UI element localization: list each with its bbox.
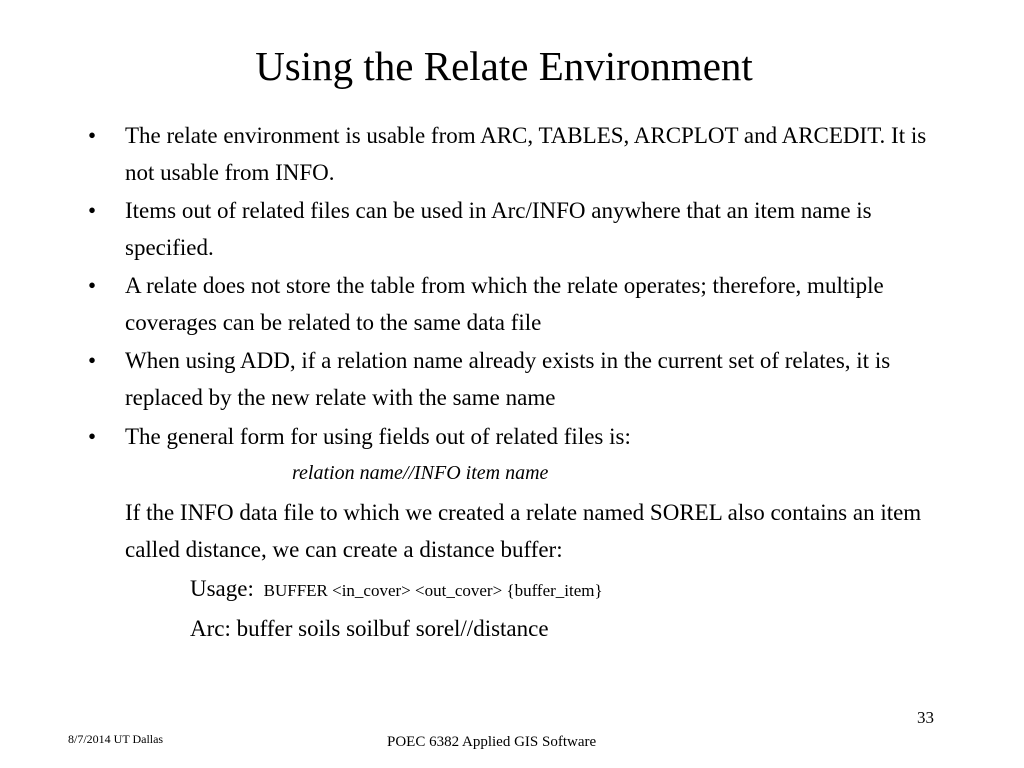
arc-command: Arc: buffer soils soilbuf sorel//distance	[190, 616, 549, 641]
page-number: 33	[917, 708, 934, 727]
bullet-text: Items out of related files can be used in Arc/INFO anywhere that an item name is specified.	[125, 198, 872, 260]
bullet-text: The relate environment is usable from ARC, TABLES, ARCPLOT and ARCEDIT. It is not usable from INFO.	[125, 123, 927, 185]
footer-date: 8/7/2014 UT Dallas	[68, 732, 164, 746]
bullet-item	[88, 418, 955, 455]
footer-course: POEC 6382 Applied GIS Software	[387, 734, 597, 750]
bullet-icon: •	[88, 198, 97, 223]
usage-syntax: BUFFER <in_cover> <out_cover> {buffer_item}	[263, 581, 603, 600]
buffer-explanation: If the INFO data file to which we created a relate named SOREL also contains an item called distance, we can create a distance buffer:	[125, 500, 922, 562]
bullet-icon: •	[88, 424, 97, 449]
bullet-text: The general form for using fields out of related files is:	[125, 424, 631, 449]
bullet-item	[88, 117, 955, 191]
bullet-icon: •	[88, 273, 97, 298]
bullet-item	[88, 267, 955, 341]
slide-title: Using the Relate Environment	[255, 43, 753, 89]
bullet-text: When using ADD, if a relation name already exists in the current set of relates, it is replaced by the new relate with the same name	[125, 348, 891, 410]
general-form-formula: relation name//INFO item name	[292, 462, 549, 484]
bullet-item	[88, 342, 955, 416]
usage-line	[190, 570, 603, 609]
bullet-icon: •	[88, 123, 97, 148]
bullet-text: A relate does not store the table from which the relate operates; therefore, multiple coverages can be related to the same data file	[125, 273, 884, 335]
bullet-item	[88, 192, 955, 266]
bullet-icon: •	[88, 348, 97, 373]
usage-label: Usage:	[190, 576, 254, 601]
